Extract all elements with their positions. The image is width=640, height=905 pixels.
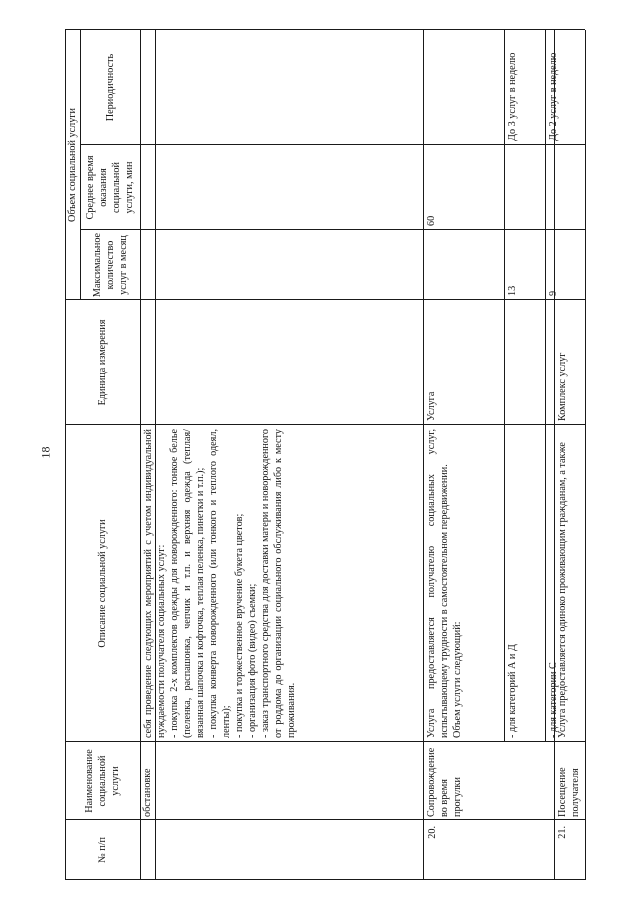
row-20-sub-period-2: До 2 услуг в неделю — [548, 52, 559, 141]
header-volume-group: Объем социальной услуги — [67, 108, 78, 222]
description-line: - организация фото (видео) съемки; — [247, 583, 258, 738]
header-name: Наименование социальной услуги — [84, 749, 121, 813]
header-unit: Единица измерения — [97, 319, 108, 406]
description-line: - покупка и торжественное вручение букета цветов; — [234, 513, 245, 738]
row-20-name: Сопровождение во время прогулки — [426, 747, 463, 817]
row-20-description — [425, 429, 464, 738]
continued-row-num — [140, 820, 155, 880]
description-line: себя проведение следующих мероприятий с учетом индивидуальной нуждаемости получателя социальных услуг: — [143, 429, 167, 738]
row-20-sub-period-1: До 3 услуг в неделю — [507, 52, 518, 141]
row-20-number: 20. — [427, 826, 438, 839]
row-20-sub-label-2: - для категории С — [548, 662, 559, 738]
row-21-name: Посещение получателя — [557, 767, 581, 817]
description-line: - заказ транспортного средства для доставки матери и новорожденного от роддома до организации социального обслуживания либо к месту проживания. — [260, 429, 297, 738]
header-num: № п/п — [97, 837, 108, 864]
row-20-sub-max-1: 13 — [507, 285, 518, 296]
row-21-number: 21. — [557, 826, 568, 839]
header-periodicity: Периодичность — [104, 53, 116, 122]
row-20-avg-time: 60 — [426, 215, 437, 226]
continued-row-name: обстановке — [142, 768, 153, 817]
page-number: 18 — [38, 446, 53, 459]
row-20-sub-label-1: - для категорий А и Д — [507, 644, 518, 738]
row-20-description-text: Услуга предоставляется получателю социальных услуг, испытывающему трудности в самостоятельном передвижении. — [426, 429, 450, 738]
continued-row-description — [142, 429, 422, 738]
rotated-table — [65, 30, 585, 880]
row-21-unit: Комплекс услуг — [557, 352, 568, 421]
description-line: - покупка 2-х комплектов одежды для новорожденного: тонкое белье (пеленка, распашонка, чепчик и т.п. и верхняя одежда (теплая/вязанная шапочка и кофточка, теплая пеленка, пинетки и т.п.); — [169, 429, 206, 738]
row-21-description: Услуга предоставляется одиноко проживающим гражданам, а также — [557, 442, 568, 738]
row-20-volume-label: Объем услуги следующий: — [452, 621, 463, 738]
row-20-sub-max-2: 9 — [548, 290, 559, 296]
header-avg-time: Среднее время оказания социальной услуги, мин — [85, 155, 135, 220]
row-20-unit: Услуга — [426, 391, 437, 421]
description-line: - покупка конверта новорожденного (или тонкого и теплого одеял, ленты); — [208, 429, 232, 738]
header-description: Описание социальной услуги — [97, 519, 108, 648]
header-max-count: Максимальное количество услуг в месяц — [91, 232, 129, 298]
